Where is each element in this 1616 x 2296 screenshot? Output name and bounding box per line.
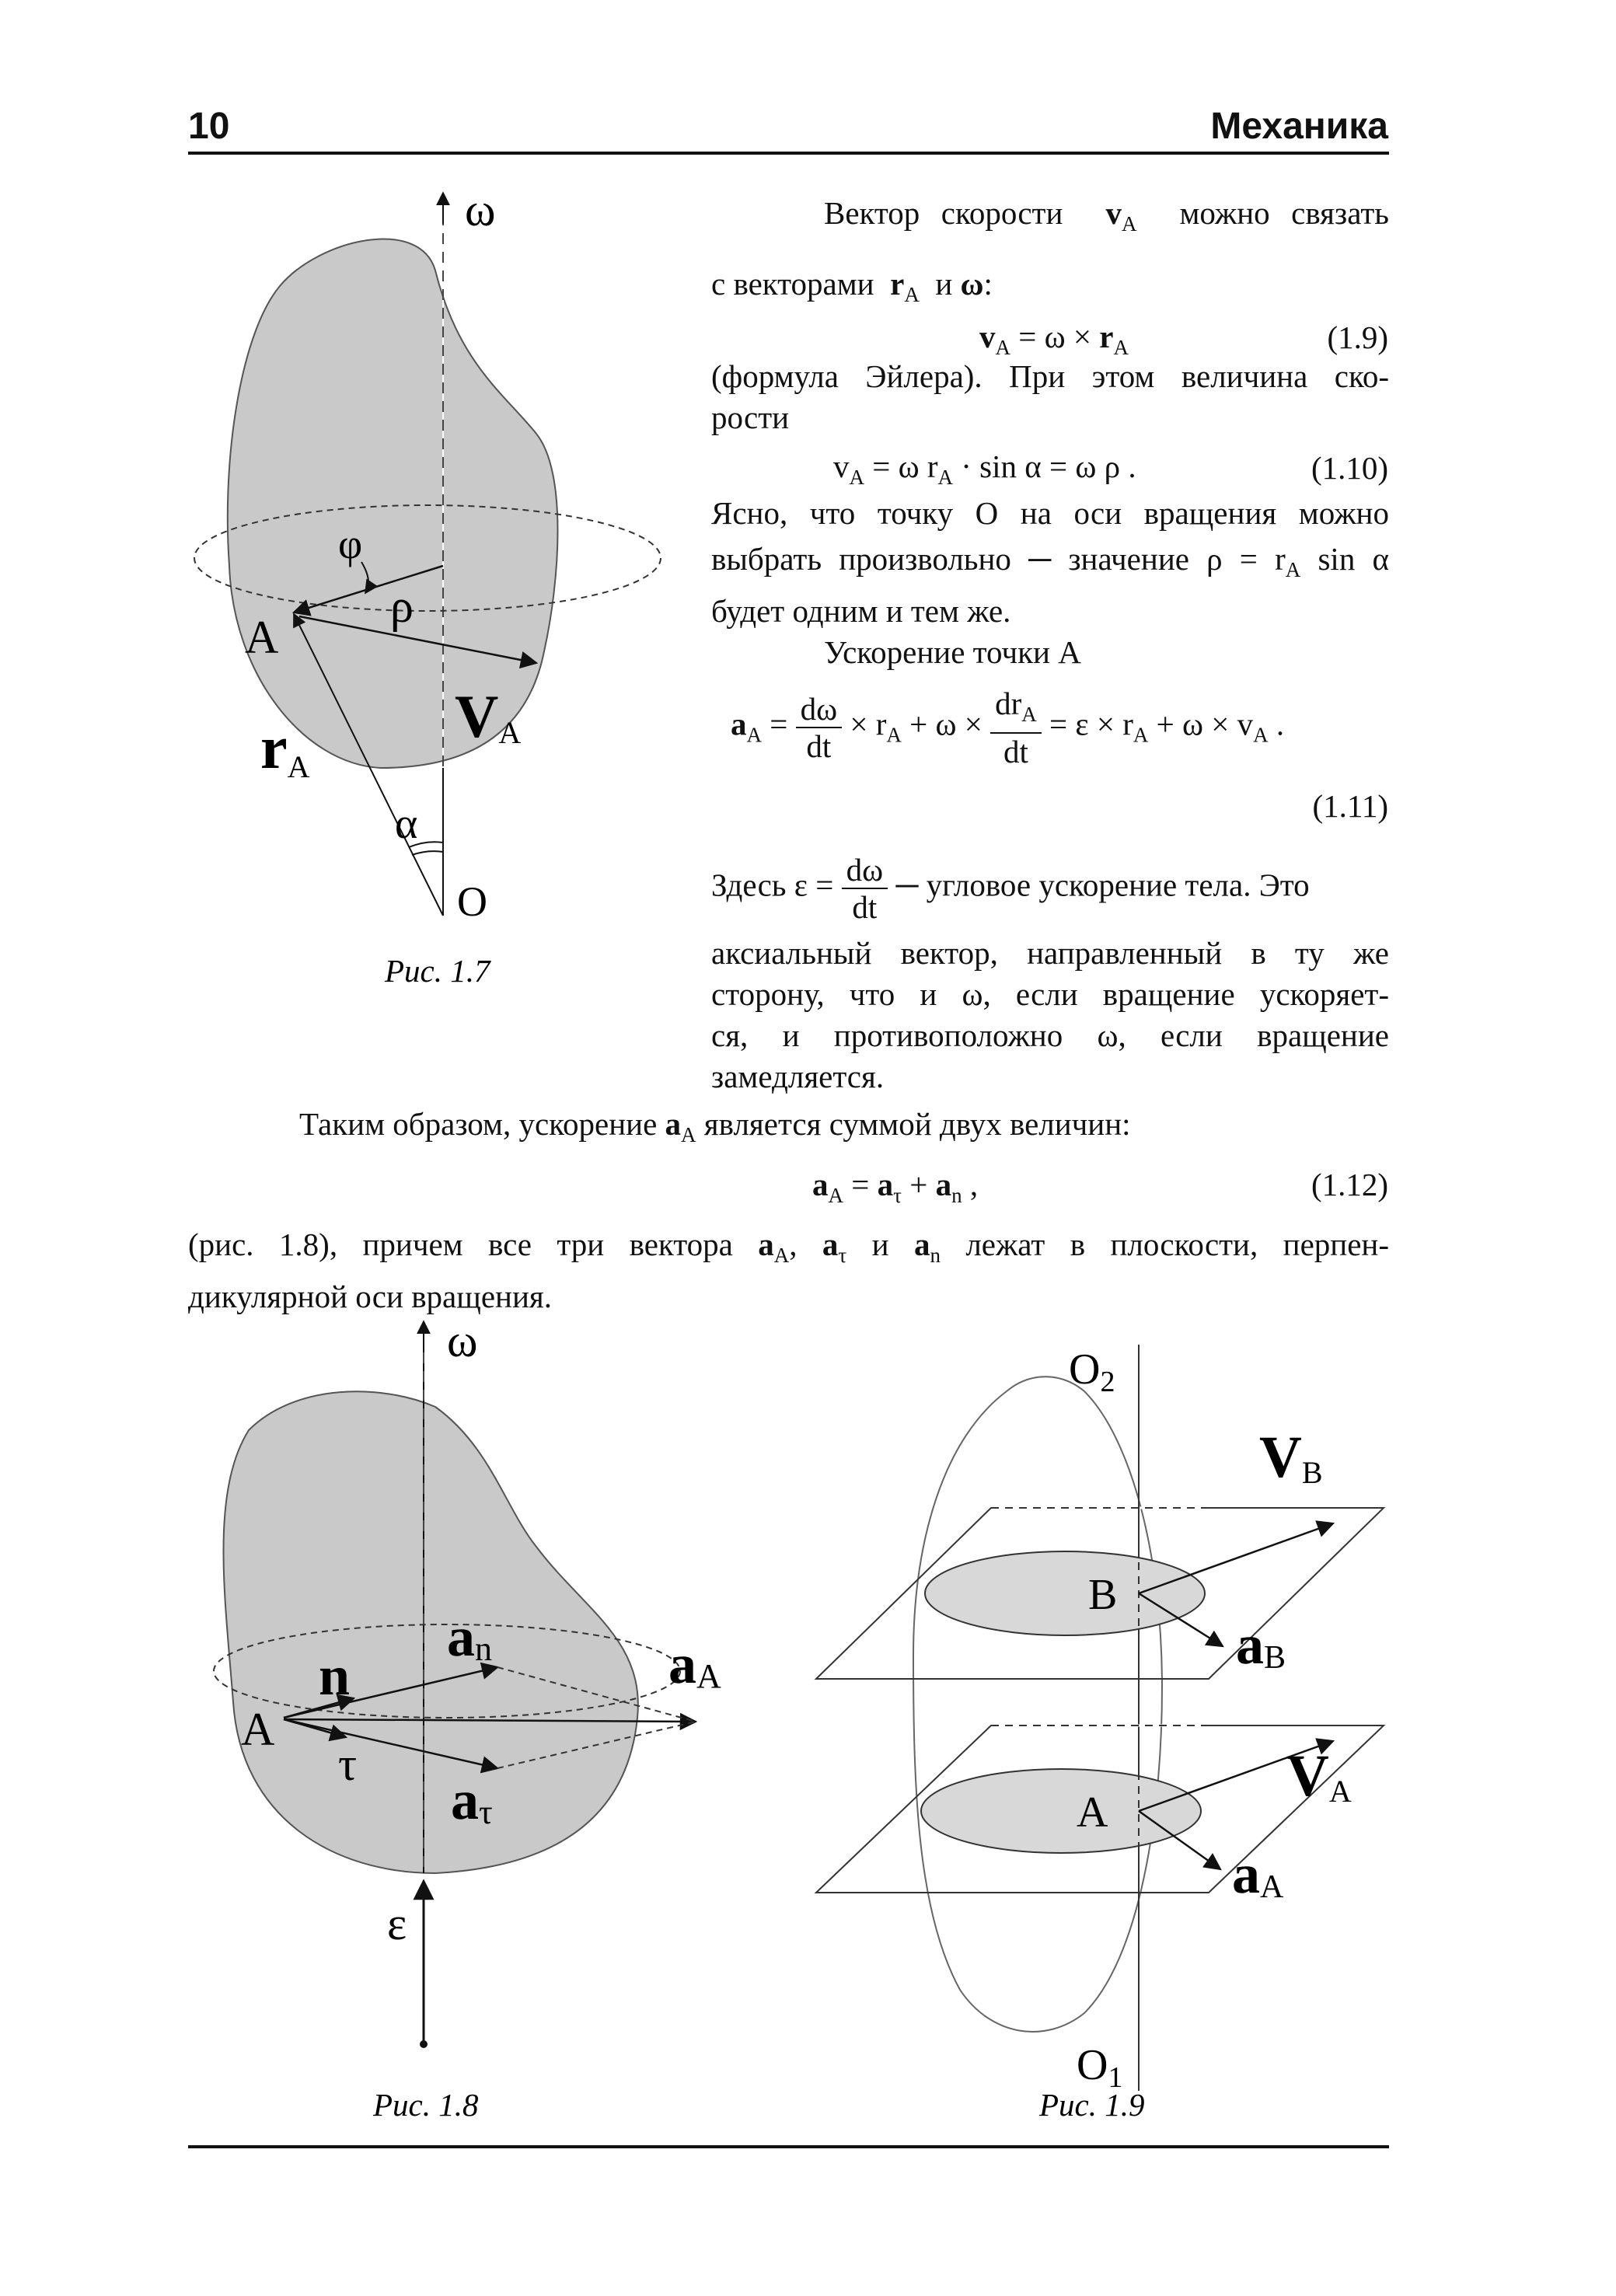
velocity-label: VA	[455, 682, 522, 750]
ab-label: aB	[1236, 1614, 1286, 1676]
disk-a	[921, 1769, 1201, 1853]
figure-1-9	[758, 1321, 1395, 2137]
paragraph-velocity: Вектор скорости $v_A$ можно связать с векторами $r_A$ и ω:	[711, 195, 1389, 306]
equation-number-1-11: (1.11)	[1312, 788, 1388, 824]
disk-b	[925, 1551, 1205, 1635]
point-b-label: B	[1088, 1571, 1118, 1619]
omega-label: ω	[465, 184, 496, 236]
page-number: 10	[188, 106, 230, 147]
figure-caption: Рис. 1.8	[373, 2087, 479, 2123]
equation-1-9: $v_A = \omega \times r_A$	[979, 319, 1129, 359]
paragraph-sum: Таким образом, ускорение $a_A$ является суммой двух величин:	[299, 1106, 1131, 1146]
header-rule	[188, 152, 1389, 155]
figure-1-8	[179, 1314, 746, 2137]
point-o-label: O	[457, 878, 487, 925]
velocity-b	[1139, 1523, 1333, 1593]
tau-label: τ	[338, 1739, 358, 1790]
alpha-label: α	[395, 800, 418, 848]
an-label: an	[447, 1606, 492, 1668]
fraction-dr-dt: $\frac{dr_A}{dt}$	[990, 686, 1042, 769]
aa-label: aA	[668, 1633, 721, 1695]
point-a-label: A	[1077, 1788, 1108, 1837]
paragraph-plane: (рис. 1.8), причем все три вектора $a_A$, $a_\tau$ и $a_n$ лежат в плоскости, перпен- дикулярной оси вращения.	[188, 1227, 1389, 1314]
equation-1-11: $a_A$ = $\frac{d\omega}{dt}$ × $r_A + \omega$ × $\frac{dr_A}{dt}$ = $\varepsilon \times r_A + \omega \times v_A$ .	[731, 686, 1285, 769]
aa-label: aA	[1232, 1843, 1284, 1905]
o2-label: O2	[1069, 1345, 1115, 1398]
footer-rule	[188, 2145, 1389, 2148]
vb-label: VB	[1259, 1425, 1323, 1490]
radius-label: rA	[260, 714, 310, 784]
figure-caption: Рис. 1.7	[385, 953, 490, 989]
paragraph-angular-acceleration: Здесь ε = $\frac{d\omega}{dt}$ ─ угловое ускорение тела. Это аксиальный вектор, направленный в ту же сторону, что и ω, если вращение ускоряет- ся, и противоположно ω, если вращение замедляется.	[711, 852, 1389, 1094]
at-label: aτ	[451, 1769, 493, 1831]
equation-number-1-10: (1.10)	[1311, 450, 1388, 486]
figure-1-7	[187, 177, 723, 1001]
n-label: n	[319, 1645, 351, 1707]
point-a-label: A	[241, 1704, 275, 1755]
paragraph-euler: (формула Эйлера). При этом величина ско- рости	[711, 358, 1389, 435]
equation-number-1-9: (1.9)	[1327, 319, 1388, 355]
epsilon-label: ε	[387, 1898, 407, 1949]
phi-label: φ	[338, 521, 363, 567]
equation-number-1-12: (1.12)	[1311, 1167, 1388, 1202]
rigid-body-shape	[228, 239, 558, 768]
paragraph-point-o: Ясно, что точку О на оси вращения можно выбрать произвольно ─ значение $\rho = r_A$ sin α будет одним и тем же. Ускорение точки А	[711, 495, 1389, 670]
point-a-label: A	[245, 612, 279, 663]
va-label: VA	[1286, 1743, 1352, 1809]
fraction-domega-dt: $\frac{d\omega}{dt}$	[796, 691, 843, 764]
rigid-body-outline	[913, 1377, 1162, 2032]
section-title: Механика	[1210, 106, 1388, 147]
equation-1-10: $v_A = \omega$ $r_A \cdot \sin \alpha = \omega$ ρ .	[833, 448, 1136, 489]
figure-caption: Рис. 1.9	[1039, 2087, 1145, 2123]
equation-1-12: $a_A = a_\tau + a_n$ ,	[812, 1167, 979, 1207]
rho-label: ρ	[390, 581, 414, 632]
o1-label: O1	[1077, 2041, 1123, 2094]
omega-label: ω	[447, 1315, 478, 1366]
